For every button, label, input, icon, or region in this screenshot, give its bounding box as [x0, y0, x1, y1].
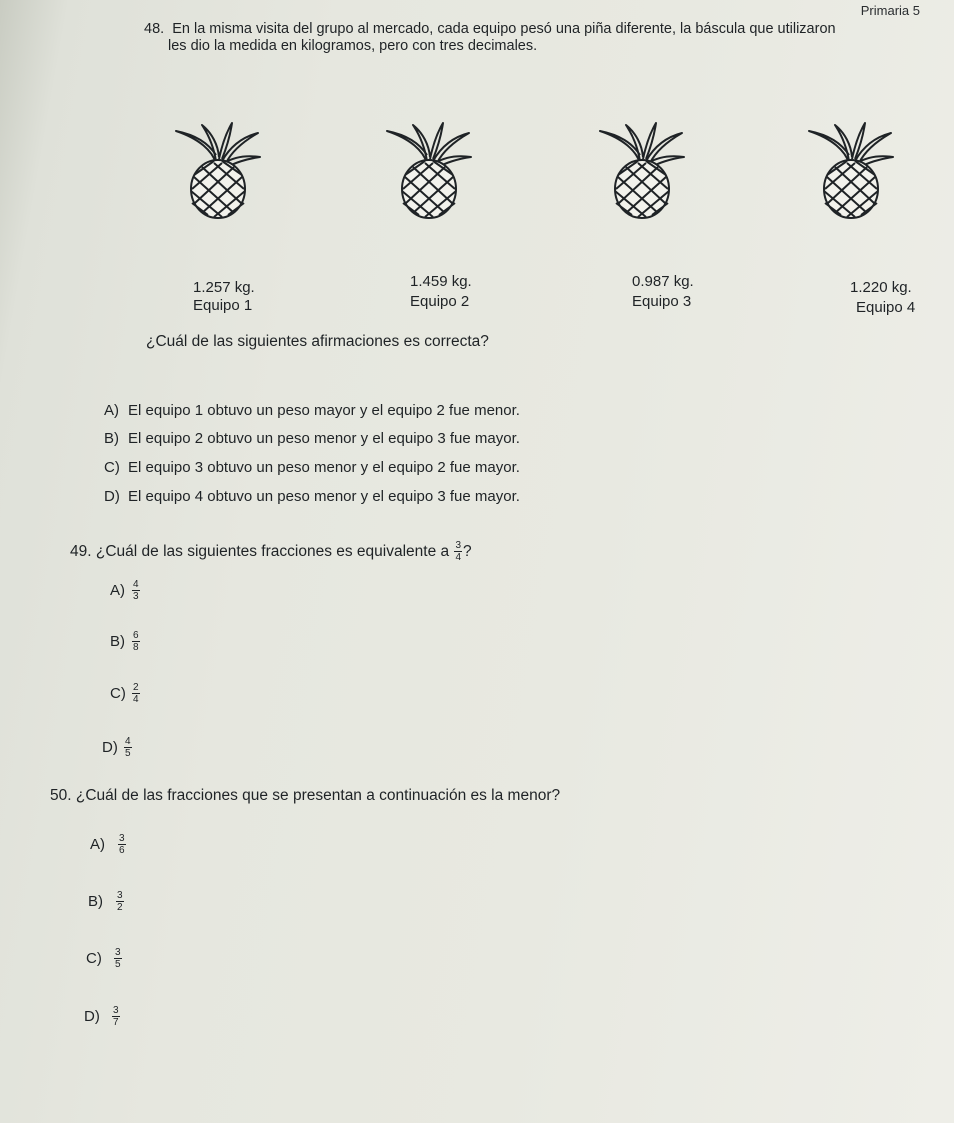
question-49-number: 49. [70, 542, 92, 560]
question-50-text [50, 787, 560, 805]
option-letter: C) [104, 459, 120, 476]
question-48-line2: les dio la medida en kilogramos, pero con tres decimales. [168, 38, 538, 54]
question-49-text: 49. ¿Cuál de las siguientes fracciones es equivalente a $\frac{3}{4}$ ? [70, 540, 472, 563]
q48-option-c[interactable] [104, 459, 520, 476]
pineapple-icon [596, 113, 686, 223]
question-48-prompt: ¿Cuál de las siguientes afirmaciones es correcta? [146, 333, 489, 350]
q49-option-c[interactable]: C) $\frac{2}{4}$ [110, 682, 139, 705]
fraction: $\frac{6}{8}$ [133, 630, 139, 653]
fraction: $\frac{4}{3}$ [133, 579, 139, 602]
q49-option-a[interactable]: A) $\frac{4}{3}$ [110, 579, 139, 602]
team-4-weight: 1.220 kg. [850, 279, 912, 296]
q50-option-c[interactable]: C) $\frac{3}{5}$ [86, 947, 121, 970]
q48-option-d[interactable] [104, 488, 520, 505]
question-50-prompt: ¿Cuál de las fracciones que se presentan a continuación es la menor? [75, 787, 561, 804]
option-text: El equipo 4 obtuvo un peso menor y el equipo 3 fue mayor. [128, 488, 520, 505]
fraction: $\frac{3}{2}$ [117, 890, 123, 913]
option-text: El equipo 2 obtuvo un peso menor y el equipo 3 fue mayor. [128, 430, 520, 447]
question-49-prompt: ¿Cuál de las siguientes fracciones es equivalente a [95, 542, 450, 560]
q49-option-d[interactable]: D) $\frac{4}{5}$ [102, 736, 131, 759]
team-1-label: Equipo 1 [193, 297, 253, 314]
q50-option-b[interactable]: B) $\frac{3}{2}$ [88, 890, 123, 913]
team-3-label: Equipo 3 [632, 293, 692, 310]
question-48-line1: En la misma visita del grupo al mercado, cada equipo pesó una piña diferente, la báscula que utilizaron [172, 21, 836, 37]
team-4-label: Equipo 4 [856, 299, 916, 316]
fraction: $\frac{3}{6}$ [119, 833, 125, 856]
question-49-fraction: $\frac{3}{4}$ [455, 540, 462, 563]
fraction: $\frac{2}{4}$ [133, 682, 139, 705]
page-header: Primaria 5 [860, 3, 920, 18]
team-1-weight: 1.257 kg. [193, 279, 255, 296]
team-3-weight: 0.987 kg. [632, 273, 694, 290]
option-text: El equipo 3 obtuvo un peso menor y el equipo 2 fue mayor. [128, 459, 520, 476]
pineapple-icon [383, 113, 473, 223]
q48-option-b[interactable] [104, 430, 520, 447]
question-50-number: 50. [50, 787, 72, 804]
option-letter: D) [104, 488, 120, 505]
q49-option-b[interactable]: B) $\frac{6}{8}$ [110, 630, 139, 653]
pineapple-icon [805, 113, 895, 223]
team-2-weight: 1.459 kg. [410, 273, 472, 290]
fraction: $\frac{3}{5}$ [115, 947, 121, 970]
team-2-label: Equipo 2 [410, 293, 470, 310]
option-text: El equipo 1 obtuvo un peso mayor y el equipo 2 fue menor. [128, 402, 520, 419]
option-letter: A) [104, 402, 119, 419]
question-48-text [144, 21, 944, 55]
option-letter: B) [104, 430, 119, 447]
fraction: $\frac{4}{5}$ [125, 736, 131, 759]
q50-option-d[interactable]: D) $\frac{3}{7}$ [84, 1005, 119, 1028]
q48-option-a[interactable] [104, 402, 520, 419]
question-48-number: 48. [144, 21, 165, 37]
fraction: $\frac{3}{7}$ [113, 1005, 119, 1028]
q50-option-a[interactable]: A) $\frac{3}{6}$ [90, 833, 125, 856]
pineapple-icon [172, 113, 262, 223]
